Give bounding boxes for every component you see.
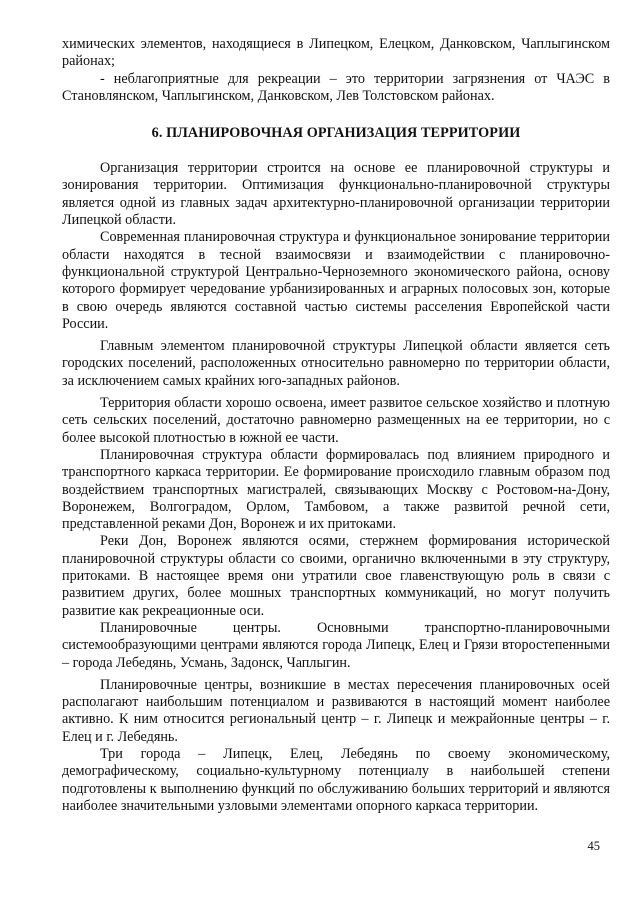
paragraph-rivers: Реки Дон, Воронеж являются осями, стержнем формирования исторической планировочной структуры области со своими, органично включенными в эту структуру, притоками. В настоящее время они утратили свое главенствующую роль в связи с развитием других, более мошных транспортных коммуникаций, но могут получить развитие как рекреационные оси.	[62, 533, 610, 619]
paragraph-centers-potential: Планировочные центры, возникшие в местах пересечения планировочных осей располагают наибольшим потенциалом и развиваются в настоящий момент наиболее активно. К ним относится региональный центр – г. Липецк и межрайонные центры – г. Елец и г. Лебедянь.	[62, 676, 610, 745]
paragraph-territory-development: Территория области хорошо освоена, имеет развитое сельское хозяйство и плотную сеть сельских поселений, достаточно равномерно размещенных на ее территории, но с более высокой плотностью в южной ее части.	[62, 395, 610, 446]
paragraph-territory-organization: Организация территории строится на основе ее планировочной структуры и зонирования территории. Оптимизация функционально-планировочной структуры является одной из главных задач архитектурно-планировочной организации территории Липецкой области.	[62, 160, 610, 229]
paragraph-planning-centers: Планировочные центры. Основными транспортно-планировочными системообразующими центрами являются города Липецк, Елец и Грязи второстепенными – города Лебедянь, Усмань, Задонск, Чаплыгин.	[62, 619, 610, 671]
paragraph-modern-structure: Современная планировочная структура и функциональное зонирование территории области находятся в тесной взаимосвязи и взаимодействии с планировочно-функциональной структурой Центрально-Черноземного экономического района, основу которого формирует чередование урбанизированных и аграрных полосовых зон, которые в свою очередь являются составной частью системы расселения Европейской части России.	[62, 229, 610, 332]
paragraph-main-element: Главным элементом планировочной структуры Липецкой области является сеть городских поселений, расположенных относительно равномерно по территории области, за исключением самых крайних юго-западных районов.	[62, 338, 610, 389]
section-heading: 6. ПЛАНИРОВОЧНАЯ ОРГАНИЗАЦИЯ ТЕРРИТОРИИ	[151, 125, 521, 142]
document-page	[62, 36, 610, 815]
intro-list-item: - неблагоприятные для рекреации – это территории загрязнения от ЧАЭС в Становлянском, Чаплыгинском, Данковском, Лев Толстовском районах.	[62, 70, 610, 104]
page-number: 45	[587, 839, 600, 853]
paragraph-planning-formation: Планировочная структура области формировалась под влиянием природного и транспортного каркаса территории. Ее формирование происходило главным образом под воздействием транспортных магистралей, связывающих Москву с Ростовом-на-Дону, Воронежем, Волгоградом, Орлом, Тамбовом, а также развитой речной сети, представленной реками Дон, Воронеж и их притоками.	[62, 446, 610, 533]
paragraph-three-cities: Три города – Липецк, Елец, Лебедянь по своему экономическому, демографическому, социально-культурному потенциалу в наибольшей степени подготовлены к выполнению функций по обслуживанию больших территорий и являются наиболее значительными узловыми элементами опорного каркаса территории.	[62, 745, 610, 814]
intro-paragraph-continuation: химических элементов, находящиеся в Липецком, Елецком, Данковском, Чаплыгинском районах;	[62, 36, 610, 70]
